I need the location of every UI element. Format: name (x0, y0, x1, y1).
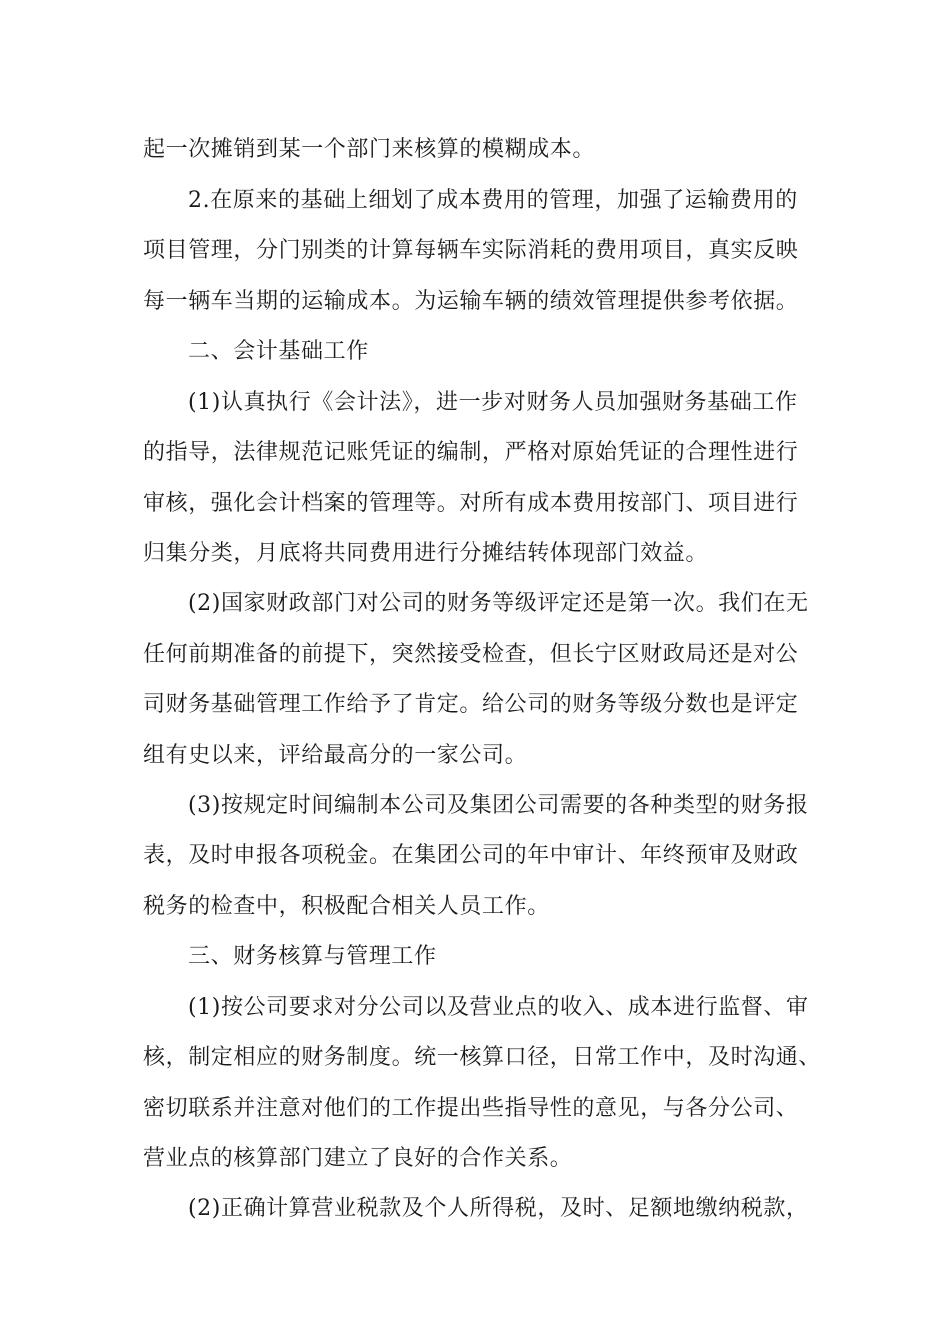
section-heading: 三、财务核算与管理工作 (188, 944, 437, 969)
text-line: 起一次摊销到某一个部门来核算的模糊成本。 (143, 137, 596, 162)
text-line: 项目管理，分门别类的计算每辆车实际消耗的费用项目，真实反映 (143, 238, 799, 263)
text-line: 审核，强化会计档案的管理等。对所有成本费用按部门、项目进行 (143, 491, 799, 516)
text-line: 表，及时申报各项税金。在集团公司的年中审计、年终预审及财政 (143, 843, 799, 868)
paragraph-line: (2)正确计算营业税款及个人所得税，及时、足额地缴纳税款， (188, 1196, 809, 1221)
paragraph-line: 2.在原来的基础上细划了成本费用的管理，加强了运输费用的 (188, 188, 798, 213)
section-heading: 二、会计基础工作 (188, 339, 369, 364)
text-line: 的指导，法律规范记账凭证的编制，严格对原始凭证的合理性进行 (143, 440, 799, 465)
text-line: 组有史以来，评给最高分的一家公司。 (143, 743, 528, 768)
text-line: 营业点的核算部门建立了良好的合作关系。 (143, 1146, 573, 1171)
text-line: 核，制定相应的财务制度。统一核算口径，日常工作中，及时沟通、 (143, 1045, 822, 1070)
text-line: 任何前期准备的前提下，突然接受检查，但长宁区财政局还是对公 (143, 642, 799, 667)
paragraph-line: (3)按规定时间编制本公司及集团公司需要的各种类型的财务报 (188, 793, 809, 818)
text-line: 税务的检查中，积极配合相关人员工作。 (143, 894, 550, 919)
text-line: 司财务基础管理工作给予了肯定。给公司的财务等级分数也是评定 (143, 692, 799, 717)
paragraph-line: (2)国家财政部门对公司的财务等级评定还是第一次。我们在无 (188, 591, 809, 616)
paragraph-line: (1)按公司要求对分公司以及营业点的收入、成本进行监督、审 (188, 995, 809, 1020)
text-line: 每一辆车当期的运输成本。为运输车辆的绩效管理提供参考依据。 (143, 289, 799, 314)
paragraph-line: (1)认真执行《会计法》，进一步对财务人员加强财务基础工作 (188, 390, 798, 415)
text-line: 密切联系并注意对他们的工作提出些指导性的意见，与各分公司、 (143, 1096, 799, 1121)
text-line: 归集分类，月底将共同费用进行分摊结转体现部门效益。 (143, 541, 709, 566)
